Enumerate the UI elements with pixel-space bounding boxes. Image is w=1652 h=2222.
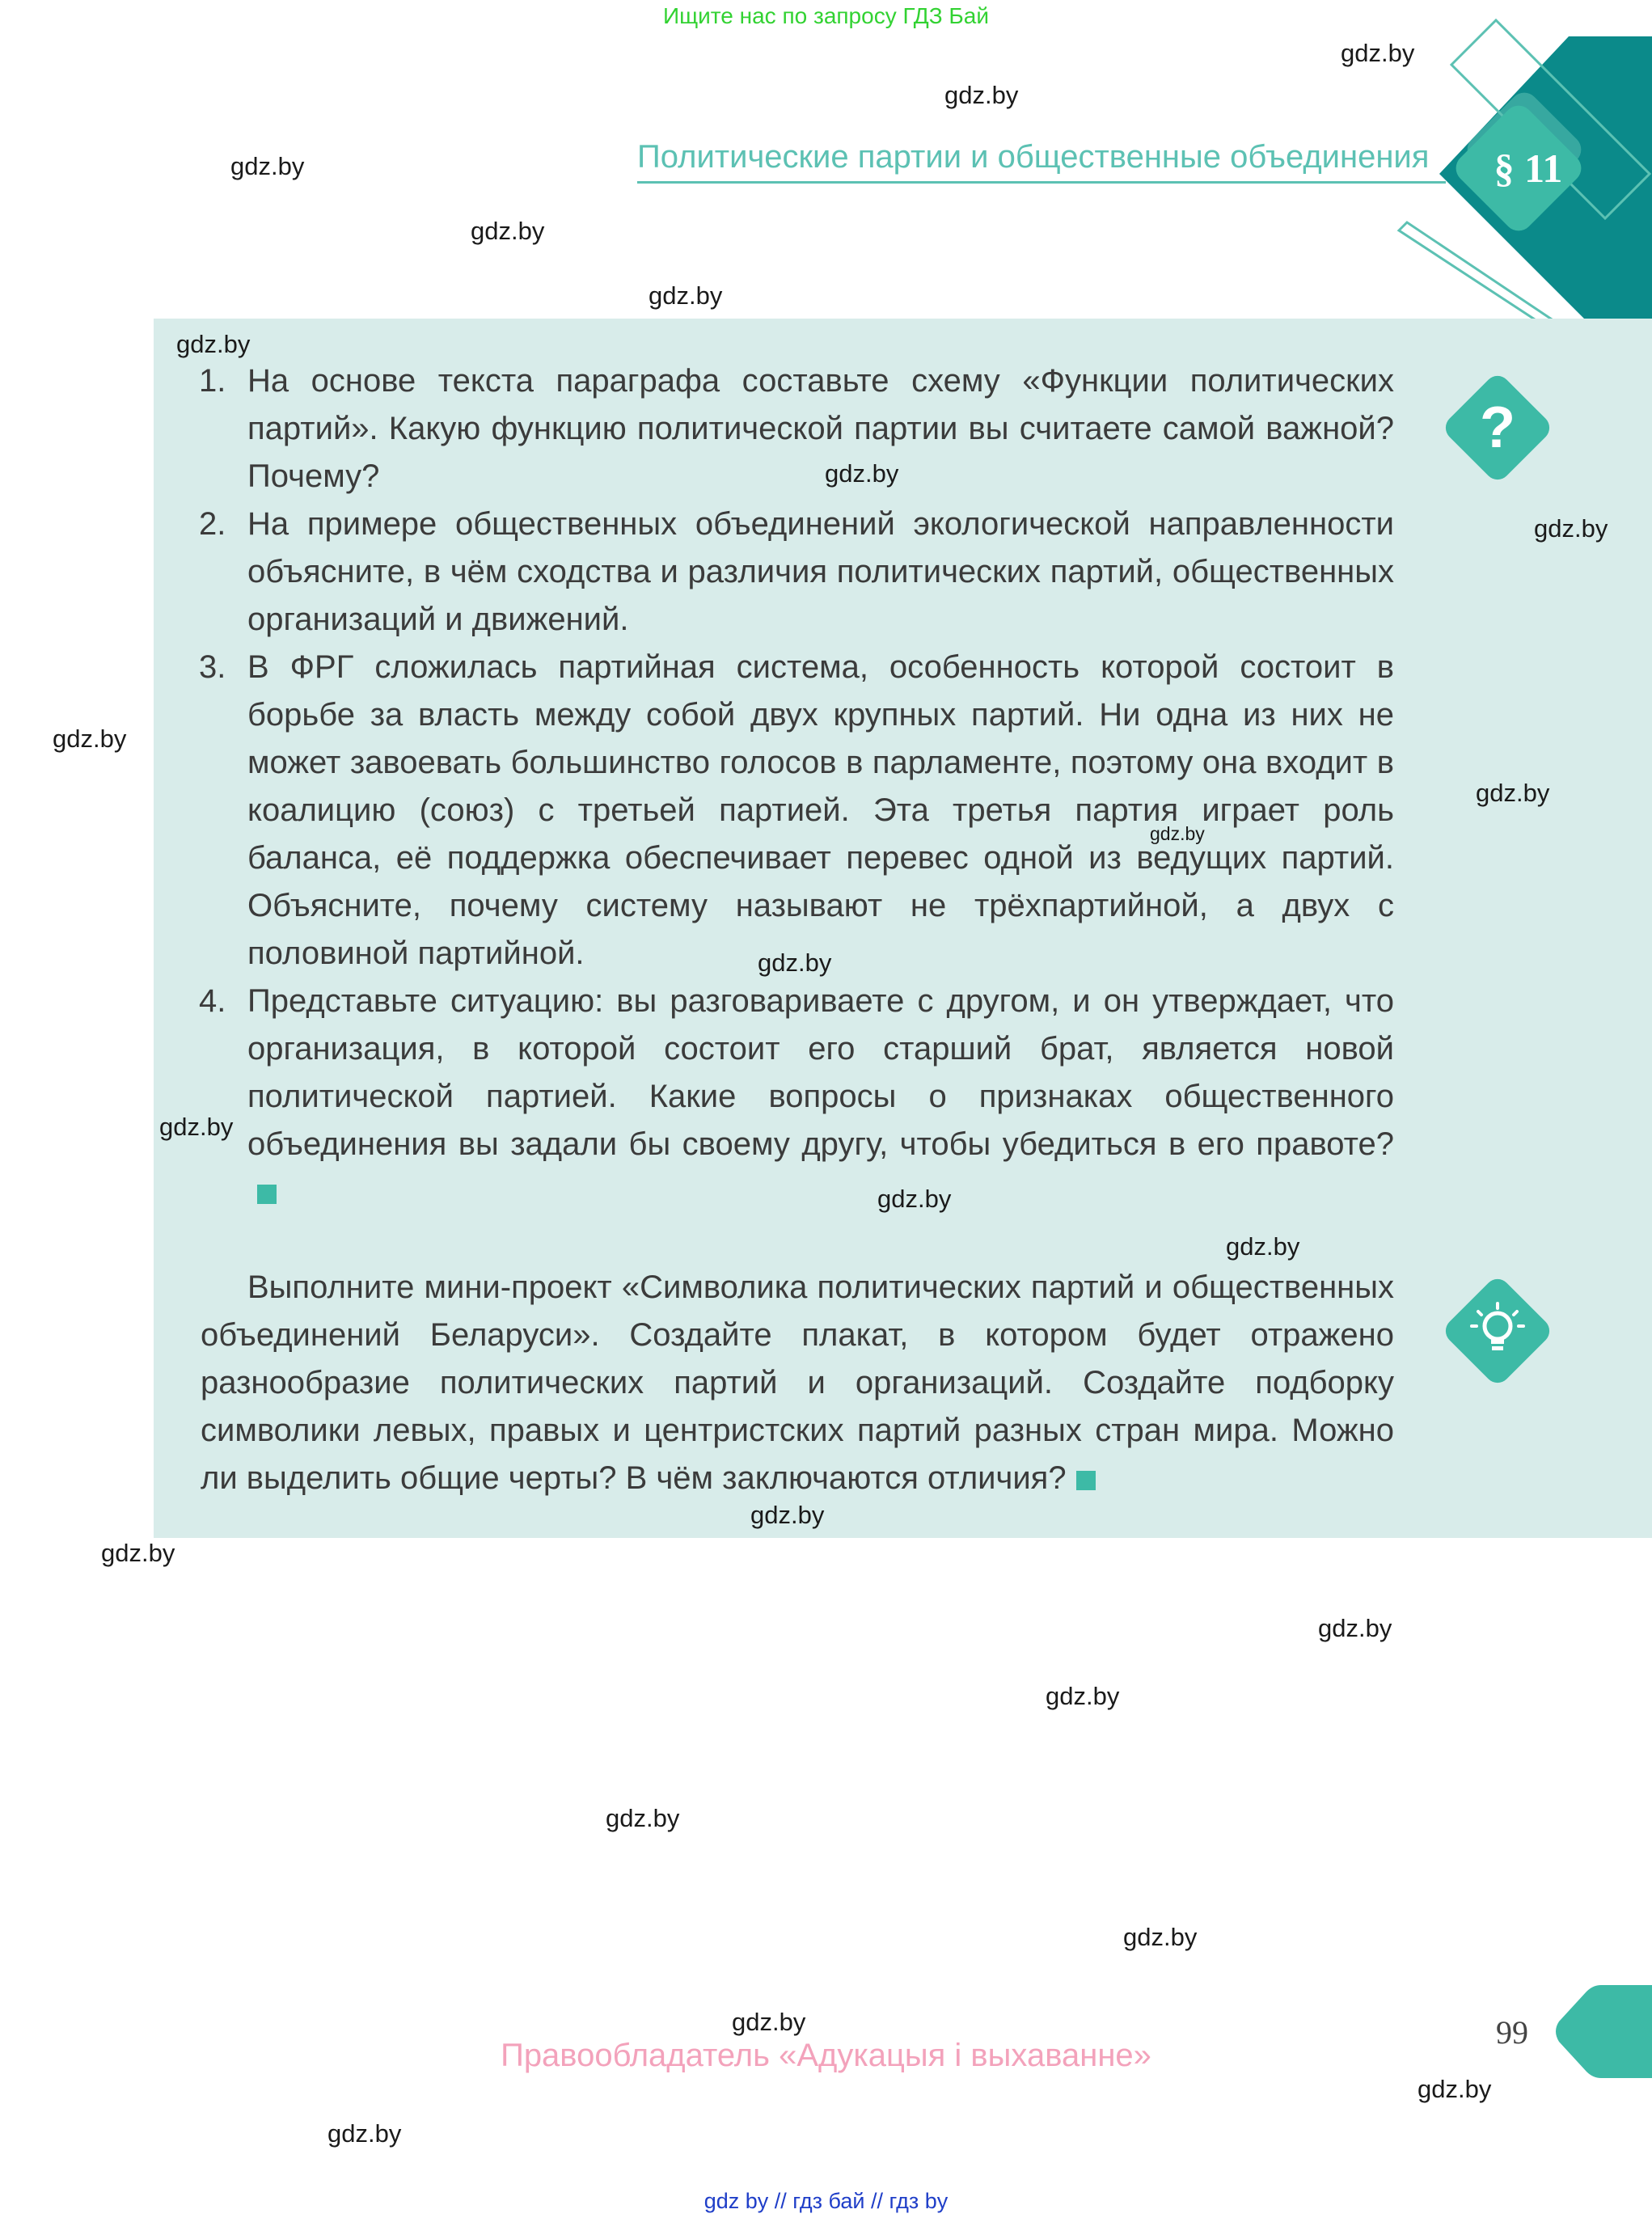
- watermark: gdz.by: [1046, 1682, 1120, 1710]
- page-number: 99: [1496, 2014, 1528, 2051]
- task-list: [189, 357, 1394, 1216]
- watermark: gdz.by: [649, 281, 723, 310]
- mini-project-body: Выполните мини-проект «Символика политических партий и общественных объединений Беларуси». Создайте плакат, в котором будет отражено разнообразие политических партий и организаций. Создайте подборку символики левых, правых и центристских партий разных стран мира. Можно ли выделить общие черты? В чём заключаются отличия?: [201, 1269, 1394, 1496]
- question-mark-icon: [1438, 368, 1557, 488]
- task-item-1: [189, 357, 1394, 501]
- watermark: gdz.by: [732, 2008, 806, 2036]
- task-item-2: [189, 501, 1394, 644]
- task-item-4: [189, 978, 1394, 1216]
- mini-project-text: [201, 1264, 1394, 1502]
- task-text: На основе текста параграфа составьте схему «Функции политических партий». Какую функцию политической партии вы считаете самой важной? Почему?: [247, 363, 1394, 494]
- watermark: gdz.by: [825, 459, 899, 488]
- watermark: gdz.by: [1534, 514, 1608, 543]
- bottom-links[interactable]: gdz by // гдз бай // гдз by: [703, 2189, 949, 2213]
- watermark: gdz.by: [1123, 1923, 1198, 1951]
- watermark: gdz.by: [758, 948, 832, 977]
- watermark: gdz.by: [1226, 1232, 1300, 1261]
- watermark: gdz.by: [1318, 1614, 1392, 1642]
- watermark: gdz.by: [1418, 2075, 1492, 2103]
- promo-text: Ищите нас по запросу ГДЗ Бай: [662, 3, 990, 28]
- watermark: gdz.by: [176, 330, 251, 358]
- svg-text:?: ?: [1480, 395, 1515, 460]
- task-item-3: [189, 644, 1394, 978]
- watermark: gdz.by: [159, 1113, 234, 1141]
- watermark: gdz.by: [53, 724, 127, 753]
- watermark: gdz.by: [230, 152, 305, 180]
- watermark: gdz.by: [471, 217, 545, 245]
- watermark: gdz.by: [1150, 823, 1205, 844]
- task-number: 1.: [199, 363, 226, 399]
- task-number: 3.: [199, 649, 226, 685]
- watermark: gdz.by: [101, 1539, 175, 1567]
- section-badge: § 11: [1494, 146, 1563, 191]
- end-square-icon: [257, 1185, 277, 1204]
- watermark: gdz.by: [944, 81, 1019, 109]
- task-number: 2.: [199, 506, 226, 542]
- header-title: Политические партии и общественные объединения: [637, 139, 1430, 175]
- watermark: gdz.by: [1476, 779, 1550, 807]
- task-text: В ФРГ сложилась партийная система, особенность которой состоит в борьбе за власть между собой двух крупных партий. Ни одна из них не может завоевать большинство голосов в парламенте, поэтому она входит в коалицию (союз) с третьей партией. Эта третья партия играет роль баланса, её поддержка обеспечивает перевес одной из ведущих партий. Объясните, почему систему называют не трёхпартийной, а двух с половиной партийной.: [247, 649, 1394, 971]
- task-text: Представьте ситуацию: вы разговариваете с другом, и он утверждает, что организация, в которой состоит его старший брат, является новой политической партией. Какие вопросы о признаках общественного объединения вы задали бы своему другу, чтобы убедиться в его правоте?: [247, 983, 1394, 1162]
- watermark: gdz.by: [327, 2119, 402, 2148]
- header-underline: [637, 181, 1446, 184]
- watermark: gdz.by: [877, 1185, 952, 1213]
- watermark: gdz.by: [750, 1501, 825, 1529]
- watermark: gdz.by: [606, 1804, 680, 1832]
- copyright-notice: Правообладатель «Адукацыя і выхаванне»: [501, 2038, 1151, 2073]
- task-text: На примере общественных объединений экологической направленности объясните, в чём сходства и различия политических партий, общественных организаций и движений.: [247, 506, 1394, 637]
- end-square-icon: [1076, 1471, 1096, 1490]
- lightbulb-icon: [1438, 1271, 1557, 1391]
- task-number: 4.: [199, 983, 226, 1019]
- watermark: gdz.by: [1341, 39, 1415, 67]
